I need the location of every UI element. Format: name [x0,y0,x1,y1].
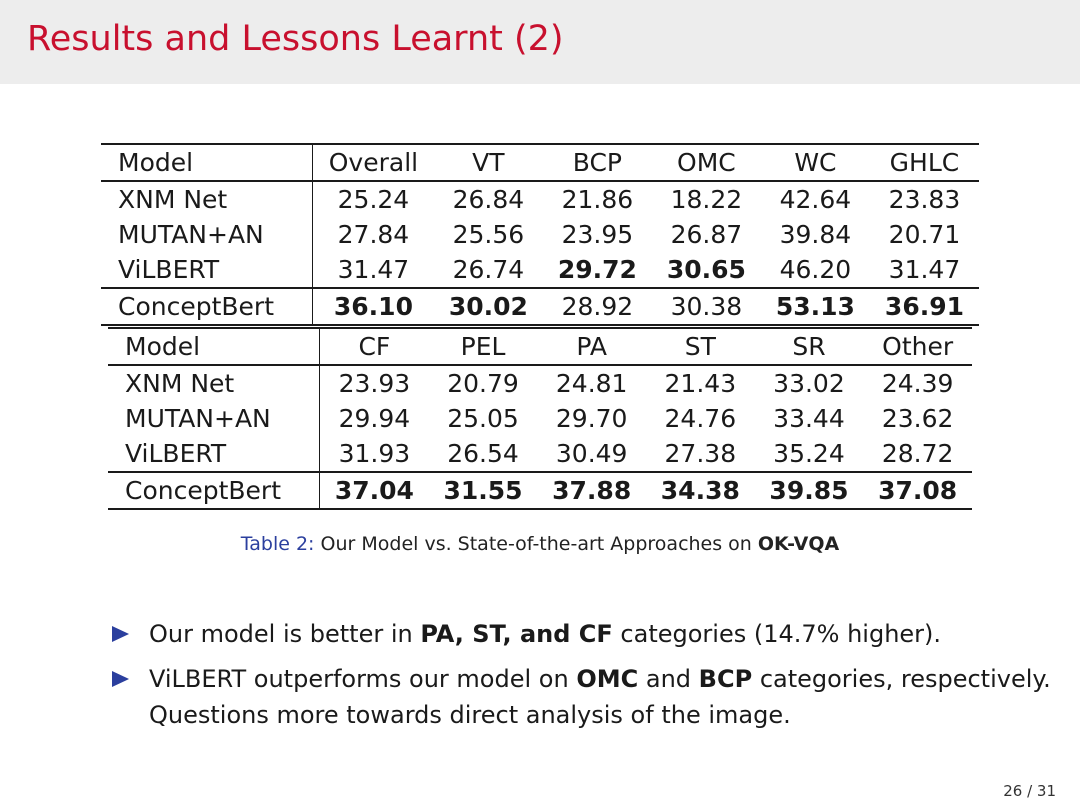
header-cell: Overall [313,144,434,181]
table-row [108,365,972,401]
value-cell: 18.22 [670,185,743,214]
table-caption [0,533,1080,555]
value-cell: 27.38 [664,439,737,468]
bullet-item [112,616,1052,652]
value-cell: 26.54 [447,439,519,468]
model-cell: ViLBERT [108,436,320,472]
table-row [108,436,972,472]
bullet-list [112,616,1052,742]
bullet-text: categories, respectively. Questions more towards direct analysis of the image. [149,665,1051,729]
bullet-item [112,661,1052,733]
caption-text: Our Model vs. State-of-the-art Approaches on [320,533,752,555]
bullet-bold-text: PA, ST, and CF [420,620,613,648]
best-value-cell: 30.65 [666,255,746,284]
value-cell: 24.76 [664,404,737,433]
value-cell: 25.24 [337,185,410,214]
header-cell: Model [108,328,320,365]
bullet-text: categories (14.7% higher). [620,620,942,648]
table-row [108,401,972,436]
value-cell: 33.44 [773,404,845,433]
best-value-cell: 53.13 [761,288,870,325]
bullet-triangle-icon [112,626,129,642]
value-cell: 25.05 [447,404,519,433]
best-value-cell: 30.02 [434,288,543,325]
value-cell: 31.47 [337,255,410,284]
best-value-cell: 37.04 [320,472,429,509]
value-cell: 30.38 [652,288,761,325]
bullet-bold-text: OMC [576,665,639,693]
value-cell: 33.02 [773,369,845,398]
value-cell: 21.43 [664,369,737,398]
best-value-cell: 36.91 [870,288,979,325]
results-table-2 [108,327,972,510]
value-cell: 20.79 [447,369,519,398]
value-cell: 21.86 [561,185,634,214]
best-value-cell: 29.72 [557,255,637,284]
header-cell: GHLC [870,144,979,181]
header-cell: PEL [429,328,538,365]
table-header-row [101,144,979,181]
model-cell: XNM Net [101,181,313,217]
model-cell: ViLBERT [101,252,313,288]
value-cell: 24.39 [881,369,954,398]
best-value-cell: 34.38 [646,472,755,509]
header-cell: SR [755,328,864,365]
value-cell: 30.49 [555,439,628,468]
model-cell: MUTAN+AN [101,217,313,252]
value-cell: 31.47 [888,255,961,284]
value-cell: 26.84 [452,185,525,214]
caption-label: Table 2: [240,533,315,555]
value-cell: 46.20 [779,255,852,284]
value-cell: 29.94 [338,404,411,433]
header-cell: VT [434,144,543,181]
header-cell: Other [863,328,972,365]
results-table-1 [101,143,979,326]
best-value-cell: 31.55 [429,472,538,509]
model-cell: ConceptBert [108,472,320,509]
value-cell: 39.84 [779,220,852,249]
value-cell: 35.24 [773,439,845,468]
value-cell: 27.84 [337,220,410,249]
value-cell: 24.81 [555,369,628,398]
value-cell: 20.71 [888,220,961,249]
table-row [101,217,979,252]
value-cell: 23.93 [338,369,411,398]
best-value-cell: 39.85 [755,472,864,509]
best-value-cell: 37.88 [537,472,646,509]
table-header-row [108,328,972,365]
bullet-text: and [645,665,692,693]
value-cell: 31.93 [338,439,411,468]
value-cell: 28.92 [543,288,652,325]
value-cell: 26.74 [452,255,525,284]
page-number: 26 / 31 [1003,782,1056,800]
value-cell: 42.64 [779,185,852,214]
table-row-ours [101,288,979,325]
slide-title: Results and Lessons Learnt (2) [27,19,564,59]
best-value-cell: 37.08 [863,472,972,509]
caption-dataset: OK-VQA [757,533,840,555]
title-bar [0,0,1080,84]
table-row-ours [108,472,972,509]
table-row [101,181,979,217]
header-cell: OMC [652,144,761,181]
bullet-triangle-icon [112,671,129,687]
value-cell: 26.87 [670,220,743,249]
model-cell: MUTAN+AN [108,401,320,436]
header-cell: Model [101,144,313,181]
header-cell: ST [646,328,755,365]
bullet-bold-text: BCP [698,665,753,693]
model-cell: XNM Net [108,365,320,401]
bullet-text: ViLBERT outperforms our model on [149,665,569,693]
header-cell: WC [761,144,870,181]
header-cell: PA [537,328,646,365]
value-cell: 25.56 [452,220,525,249]
value-cell: 28.72 [881,439,954,468]
header-cell: CF [320,328,429,365]
value-cell: 29.70 [555,404,628,433]
header-cell: BCP [543,144,652,181]
value-cell: 23.62 [881,404,954,433]
model-cell: ConceptBert [101,288,313,325]
value-cell: 23.95 [561,220,634,249]
table-row [101,252,979,288]
bullet-text: Our model is better in [149,620,413,648]
best-value-cell: 36.10 [313,288,434,325]
value-cell: 23.83 [888,185,961,214]
